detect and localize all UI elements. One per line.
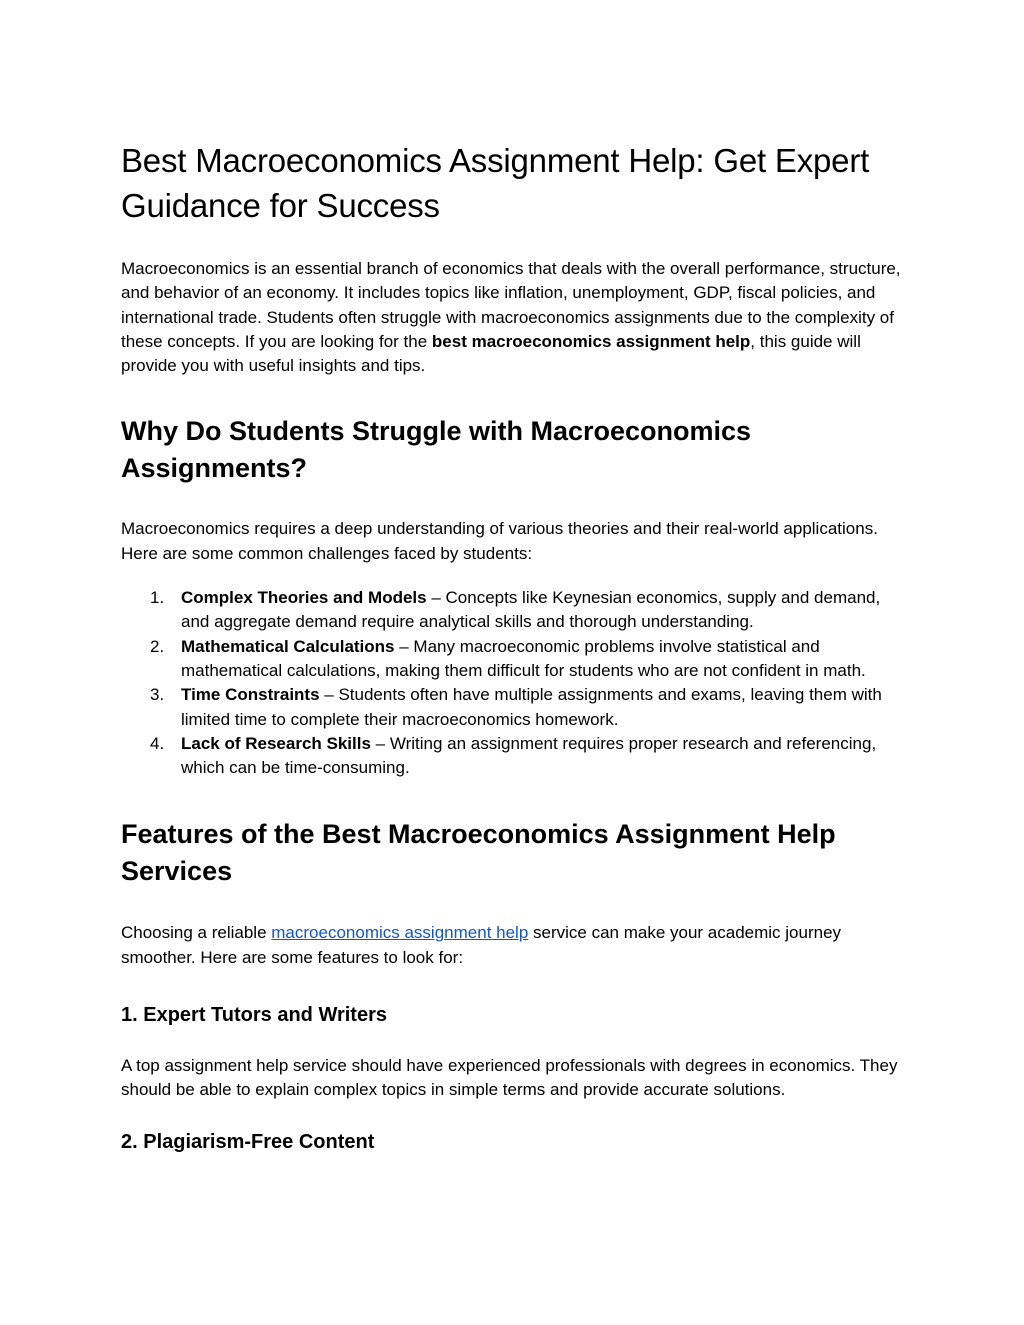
list-item (121, 586, 911, 635)
intro-text-start: Macroeconomics is an essential branch of economics that deals with the overall performance, structure, and behavior of an economy. It includes topics like inflation, unemployment, GDP, fiscal policies, and international trade. Students often struggle with macroeconomics assignments due to the complexity of these concepts. If you are looking for the (121, 259, 901, 351)
list-item (121, 732, 911, 781)
list-item-text: – Concepts like Keynesian economics, supply and demand, and aggregate demand require analytical skills and thorough understanding. (181, 588, 881, 632)
subheading-expert-tutors: 1. Expert Tutors and Writers (121, 1004, 387, 1027)
list-item (121, 683, 911, 732)
list-item-title: Time Constraints (181, 685, 320, 705)
challenges-list (121, 586, 911, 780)
intro-bold-keyword: best macroeconomics assignment help (431, 331, 751, 351)
list-item-title: Complex Theories and Models (181, 588, 427, 608)
macroeconomics-help-link[interactable]: macroeconomics assignment help (271, 923, 529, 943)
list-item-text: – Students often have multiple assignments and exams, leaving them with limited time to complete their macroeconomics homework. (181, 685, 882, 729)
intro-text-end: , this guide will provide you with useful insights and tips. (121, 331, 861, 376)
list-item-number: 2. (150, 636, 165, 656)
list-item-text: – Writing an assignment requires proper research and referencing, which can be time-consuming. (181, 733, 877, 778)
intro-paragraph (121, 257, 911, 378)
document-body (121, 138, 911, 1156)
expert-tutors-paragraph: A top assignment help service should have experienced professionals with degrees in economics. They should be able to explain complex topics in simple terms and provide accurate solutions. (121, 1056, 898, 1100)
section-heading-struggles: Why Do Students Struggle with Macroeconomics Assignments? (121, 416, 752, 484)
subheading-plagiarism-free: 2. Plagiarism-Free Content (121, 1130, 375, 1153)
page-title: Best Macroeconomics Assignment Help: Get Expert Guidance for Success (121, 142, 870, 224)
features-text-end: service can make your academic journey smoother. Here are some features to look for: (121, 923, 842, 967)
list-item-number: 3. (150, 685, 165, 705)
list-item (121, 635, 911, 684)
struggles-paragraph: Macroeconomics requires a deep understanding of various theories and their real-world applications. Here are some common challenges faced by students: (121, 519, 878, 563)
section-heading-features: Features of the Best Macroeconomics Assignment Help Services (121, 819, 836, 887)
list-item-number: 1. (150, 588, 165, 608)
list-item-title: Mathematical Calculations (181, 636, 395, 656)
list-item-number: 4. (150, 733, 165, 753)
list-item-text: – Many macroeconomic problems involve statistical and mathematical calculations, making them difficult for students who are not confident in math. (181, 636, 866, 680)
features-text-start: Choosing a reliable (121, 923, 272, 943)
features-paragraph (121, 921, 911, 970)
list-item-title: Lack of Research Skills (181, 733, 371, 753)
